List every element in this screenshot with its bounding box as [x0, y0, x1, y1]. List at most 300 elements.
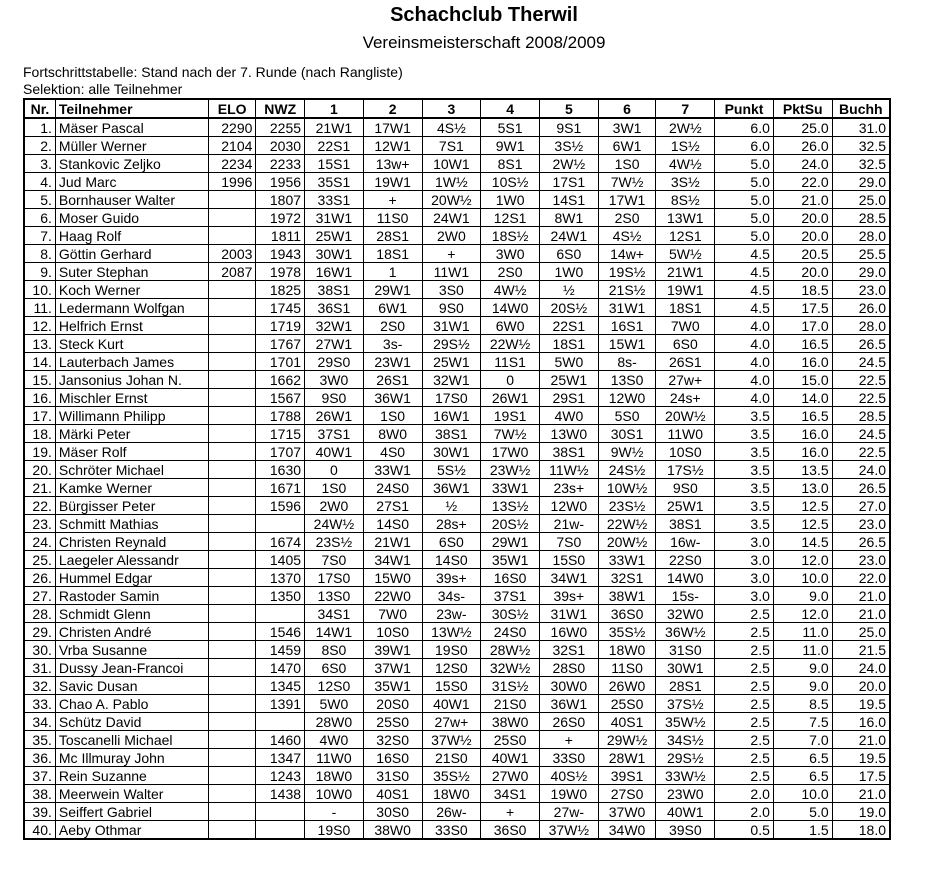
round-2-result: 10S0: [363, 623, 422, 641]
round-1-result: 35S1: [305, 173, 364, 191]
participant-name: Bürgisser Peter: [55, 497, 208, 515]
participant-name: Märki Peter: [55, 425, 208, 443]
round-6-result: 3W1: [598, 118, 656, 137]
round-4-result: 11S1: [481, 353, 540, 371]
round-3-result: 5S½: [422, 461, 481, 479]
round-5-result: 33S0: [539, 749, 598, 767]
round-6-result: 11S0: [598, 659, 656, 677]
participant-name: Seiffert Gabriel: [55, 803, 208, 821]
pktsu-cell: 7.5: [773, 713, 832, 731]
round-7-result: 12S1: [656, 227, 715, 245]
round-7-result: 7W0: [656, 317, 715, 335]
round-1-result: 37S1: [305, 425, 364, 443]
round-3-result: 25W1: [422, 353, 481, 371]
round-1-result: 8S0: [305, 641, 364, 659]
col-header-round-2: 2: [363, 99, 422, 118]
round-5-result: 27w-: [539, 803, 598, 821]
pktsu-cell: 16.5: [773, 407, 832, 425]
buchh-cell: 22.5: [832, 371, 890, 389]
buchh-cell: 24.5: [832, 425, 890, 443]
points-cell: 3.5: [715, 425, 774, 443]
round-4-result: 13S½: [481, 497, 540, 515]
round-1-result: 16W1: [305, 263, 364, 281]
round-5-result: 32S1: [539, 641, 598, 659]
nwz-cell: 1459: [256, 641, 305, 659]
round-7-result: 2W½: [656, 118, 715, 137]
col-header-round-5: 5: [539, 99, 598, 118]
rank-cell: 32.: [24, 677, 55, 695]
round-6-result: 34W0: [598, 821, 656, 840]
participant-name: Stankovic Zeljko: [55, 155, 208, 173]
buchh-cell: 28.0: [832, 317, 890, 335]
round-7-result: 21W1: [656, 263, 715, 281]
nwz-cell: 1596: [256, 497, 305, 515]
round-7-result: 17S½: [656, 461, 715, 479]
round-3-result: 13W½: [422, 623, 481, 641]
rank-cell: 39.: [24, 803, 55, 821]
col-header-round-4: 4: [481, 99, 540, 118]
points-cell: 3.0: [715, 569, 774, 587]
buchh-cell: 22.5: [832, 389, 890, 407]
col-header-points: Punkt: [715, 99, 774, 118]
rank-cell: 27.: [24, 587, 55, 605]
col-header-round-3: 3: [422, 99, 481, 118]
round-4-result: 18S½: [481, 227, 540, 245]
round-2-result: 6W1: [363, 299, 422, 317]
round-4-result: 32W½: [481, 659, 540, 677]
pktsu-cell: 1.5: [773, 821, 832, 840]
pktsu-cell: 13.0: [773, 479, 832, 497]
points-cell: 2.5: [715, 659, 774, 677]
table-row: [24, 497, 890, 515]
round-6-result: 5S0: [598, 407, 656, 425]
round-7-result: 31S0: [656, 641, 715, 659]
points-cell: 3.5: [715, 461, 774, 479]
round-2-result: 3s-: [363, 335, 422, 353]
nwz-cell: 1701: [256, 353, 305, 371]
buchh-cell: 19.5: [832, 695, 890, 713]
rank-cell: 28.: [24, 605, 55, 623]
pktsu-cell: 9.0: [773, 677, 832, 695]
points-cell: 4.5: [715, 263, 774, 281]
round-5-result: 22S1: [539, 317, 598, 335]
round-1-result: 31W1: [305, 209, 364, 227]
nwz-cell: 1707: [256, 443, 305, 461]
round-2-result: 38W0: [363, 821, 422, 840]
table-row: [24, 479, 890, 497]
points-cell: 2.0: [715, 785, 774, 803]
rank-cell: 29.: [24, 623, 55, 641]
pktsu-cell: 11.0: [773, 623, 832, 641]
nwz-cell: 1745: [256, 299, 305, 317]
pktsu-cell: 16.0: [773, 425, 832, 443]
rank-cell: 3.: [24, 155, 55, 173]
round-5-result: 37W½: [539, 821, 598, 840]
round-1-result: 33S1: [305, 191, 364, 209]
rank-cell: 37.: [24, 767, 55, 785]
table-row: [24, 785, 890, 803]
participant-name: Ledermann Wolfgan: [55, 299, 208, 317]
round-7-result: 8S½: [656, 191, 715, 209]
round-3-result: 3S0: [422, 281, 481, 299]
pktsu-cell: 15.0: [773, 371, 832, 389]
buchh-cell: 22.5: [832, 443, 890, 461]
round-7-result: 35W½: [656, 713, 715, 731]
round-4-result: 10S½: [481, 173, 540, 191]
round-2-result: +: [363, 191, 422, 209]
pktsu-cell: 16.0: [773, 443, 832, 461]
round-5-result: 28S0: [539, 659, 598, 677]
col-header-nr: Nr.: [24, 99, 55, 118]
round-2-result: 27S1: [363, 497, 422, 515]
table-row: [24, 821, 890, 840]
nwz-cell: 1630: [256, 461, 305, 479]
round-4-result: 37S1: [481, 587, 540, 605]
elo-cell: [208, 335, 256, 353]
participant-name: Toscanelli Michael: [55, 731, 208, 749]
points-cell: 0.5: [715, 821, 774, 840]
round-5-result: 13W0: [539, 425, 598, 443]
points-cell: 2.5: [715, 749, 774, 767]
participant-name: Mäser Rolf: [55, 443, 208, 461]
round-5-result: 26S0: [539, 713, 598, 731]
round-6-result: 12W0: [598, 389, 656, 407]
nwz-cell: 1825: [256, 281, 305, 299]
round-1-result: 12S0: [305, 677, 364, 695]
elo-cell: [208, 461, 256, 479]
round-2-result: 34W1: [363, 551, 422, 569]
nwz-cell: [256, 803, 305, 821]
elo-cell: [208, 371, 256, 389]
rank-cell: 26.: [24, 569, 55, 587]
round-1-result: 32W1: [305, 317, 364, 335]
points-cell: 2.5: [715, 641, 774, 659]
rank-cell: 20.: [24, 461, 55, 479]
nwz-cell: 1978: [256, 263, 305, 281]
participant-name: Jud Marc: [55, 173, 208, 191]
round-3-result: 19S0: [422, 641, 481, 659]
round-1-result: 24W½: [305, 515, 364, 533]
pktsu-cell: 21.0: [773, 191, 832, 209]
rank-cell: 22.: [24, 497, 55, 515]
round-6-result: 24S½: [598, 461, 656, 479]
participant-name: Schmidt Glenn: [55, 605, 208, 623]
round-4-result: 16S0: [481, 569, 540, 587]
rank-cell: 9.: [24, 263, 55, 281]
points-cell: 3.0: [715, 551, 774, 569]
participant-name: Helfrich Ernst: [55, 317, 208, 335]
pktsu-cell: 9.0: [773, 587, 832, 605]
round-3-result: 16W1: [422, 407, 481, 425]
round-7-result: 28S1: [656, 677, 715, 695]
round-7-result: 14W0: [656, 569, 715, 587]
round-7-result: 33W½: [656, 767, 715, 785]
round-3-result: 38S1: [422, 425, 481, 443]
elo-cell: [208, 515, 256, 533]
round-2-result: 33W1: [363, 461, 422, 479]
buchh-cell: 25.5: [832, 245, 890, 263]
table-row: [24, 155, 890, 173]
nwz-cell: 1460: [256, 731, 305, 749]
round-7-result: 20W½: [656, 407, 715, 425]
round-3-result: 11W1: [422, 263, 481, 281]
nwz-cell: 1719: [256, 317, 305, 335]
points-cell: 2.5: [715, 767, 774, 785]
nwz-cell: [256, 821, 305, 840]
round-1-result: 27W1: [305, 335, 364, 353]
points-cell: 4.0: [715, 317, 774, 335]
round-2-result: 18S1: [363, 245, 422, 263]
round-7-result: 34S½: [656, 731, 715, 749]
elo-cell: [208, 497, 256, 515]
round-7-result: 13W1: [656, 209, 715, 227]
buchh-cell: 27.0: [832, 497, 890, 515]
round-5-result: 34W1: [539, 569, 598, 587]
round-1-result: 21W1: [305, 118, 364, 137]
round-5-result: 23s+: [539, 479, 598, 497]
round-1-result: 14W1: [305, 623, 364, 641]
nwz-cell: 1715: [256, 425, 305, 443]
round-2-result: 12W1: [363, 137, 422, 155]
rank-cell: 38.: [24, 785, 55, 803]
round-1-result: 11W0: [305, 749, 364, 767]
progress-table-info: Fortschrittstabelle: Stand nach der 7. Runde (nach Rangliste): [23, 64, 403, 80]
elo-cell: [208, 677, 256, 695]
round-4-result: 22W½: [481, 335, 540, 353]
round-5-result: 12W0: [539, 497, 598, 515]
round-7-result: 16w-: [656, 533, 715, 551]
buchh-cell: 20.0: [832, 677, 890, 695]
round-3-result: 33S0: [422, 821, 481, 840]
table-row: [24, 371, 890, 389]
rank-cell: 4.: [24, 173, 55, 191]
round-6-result: 33W1: [598, 551, 656, 569]
table-row: [24, 353, 890, 371]
table-row: [24, 677, 890, 695]
round-5-result: ½: [539, 281, 598, 299]
rank-cell: 10.: [24, 281, 55, 299]
elo-cell: [208, 551, 256, 569]
round-6-result: 38W1: [598, 587, 656, 605]
round-6-result: 39S1: [598, 767, 656, 785]
round-6-result: 35S½: [598, 623, 656, 641]
round-1-result: 23S½: [305, 533, 364, 551]
round-2-result: 17W1: [363, 118, 422, 137]
rank-cell: 24.: [24, 533, 55, 551]
round-6-result: 16S1: [598, 317, 656, 335]
buchh-cell: 23.0: [832, 281, 890, 299]
round-2-result: 1: [363, 263, 422, 281]
round-4-result: 36S0: [481, 821, 540, 840]
round-4-result: 24S0: [481, 623, 540, 641]
buchh-cell: 21.5: [832, 641, 890, 659]
round-4-result: 3W0: [481, 245, 540, 263]
round-3-result: 23w-: [422, 605, 481, 623]
pktsu-cell: 17.5: [773, 299, 832, 317]
round-4-result: 12S1: [481, 209, 540, 227]
round-4-result: 21S0: [481, 695, 540, 713]
points-cell: 4.0: [715, 371, 774, 389]
round-6-result: 20W½: [598, 533, 656, 551]
round-4-result: 27W0: [481, 767, 540, 785]
round-4-result: 20S½: [481, 515, 540, 533]
buchh-cell: 25.0: [832, 623, 890, 641]
pktsu-cell: 22.0: [773, 173, 832, 191]
round-3-result: 9S0: [422, 299, 481, 317]
points-cell: 5.0: [715, 209, 774, 227]
participant-name: Schütz David: [55, 713, 208, 731]
rank-cell: 5.: [24, 191, 55, 209]
elo-cell: [208, 605, 256, 623]
round-4-result: 9W1: [481, 137, 540, 155]
points-cell: 3.5: [715, 443, 774, 461]
round-2-result: 35W1: [363, 677, 422, 695]
buchh-cell: 29.0: [832, 263, 890, 281]
elo-cell: [208, 407, 256, 425]
round-3-result: 35S½: [422, 767, 481, 785]
round-3-result: 2W0: [422, 227, 481, 245]
round-2-result: 29W1: [363, 281, 422, 299]
round-7-result: 38S1: [656, 515, 715, 533]
participant-name: Laegeler Alessandr: [55, 551, 208, 569]
table-row: [24, 803, 890, 821]
round-5-result: 4W0: [539, 407, 598, 425]
round-5-result: 25W1: [539, 371, 598, 389]
elo-cell: [208, 479, 256, 497]
participant-name: Lauterbach James: [55, 353, 208, 371]
rank-cell: 36.: [24, 749, 55, 767]
pktsu-cell: 6.5: [773, 767, 832, 785]
pktsu-cell: 13.5: [773, 461, 832, 479]
round-6-result: 30S1: [598, 425, 656, 443]
round-2-result: 23W1: [363, 353, 422, 371]
round-4-result: 1W0: [481, 191, 540, 209]
round-7-result: 18S1: [656, 299, 715, 317]
round-7-result: 22S0: [656, 551, 715, 569]
buchh-cell: 16.0: [832, 713, 890, 731]
table-row: [24, 767, 890, 785]
participant-name: Haag Rolf: [55, 227, 208, 245]
page-title: Schachclub Therwil: [390, 4, 578, 26]
round-4-result: 5S1: [481, 118, 540, 137]
rank-cell: 15.: [24, 371, 55, 389]
buchh-cell: 24.0: [832, 461, 890, 479]
buchh-cell: 19.5: [832, 749, 890, 767]
round-2-result: 31S0: [363, 767, 422, 785]
pktsu-cell: 25.0: [773, 118, 832, 137]
round-6-result: 13S0: [598, 371, 656, 389]
round-7-result: 37S½: [656, 695, 715, 713]
round-6-result: 32S1: [598, 569, 656, 587]
round-6-result: 40S1: [598, 713, 656, 731]
nwz-cell: [256, 605, 305, 623]
table-row: [24, 659, 890, 677]
points-cell: 2.5: [715, 677, 774, 695]
elo-cell: [208, 749, 256, 767]
col-header-participant: Teilnehmer: [55, 99, 208, 118]
table-row: [24, 299, 890, 317]
table-row: [24, 623, 890, 641]
points-cell: 6.0: [715, 118, 774, 137]
pktsu-cell: 11.0: [773, 641, 832, 659]
round-4-result: 40W1: [481, 749, 540, 767]
buchh-cell: 18.0: [832, 821, 890, 840]
participant-name: Steck Kurt: [55, 335, 208, 353]
round-4-result: 17W0: [481, 443, 540, 461]
round-7-result: 32W0: [656, 605, 715, 623]
round-1-result: 30W1: [305, 245, 364, 263]
round-7-result: 15s-: [656, 587, 715, 605]
round-1-result: 38S1: [305, 281, 364, 299]
round-6-result: 29W½: [598, 731, 656, 749]
elo-cell: [208, 209, 256, 227]
round-2-result: 19W1: [363, 173, 422, 191]
table-row: [24, 209, 890, 227]
buchh-cell: 26.5: [832, 479, 890, 497]
participant-name: Schröter Michael: [55, 461, 208, 479]
elo-cell: [208, 821, 256, 840]
round-2-result: 13w+: [363, 155, 422, 173]
pktsu-cell: 16.0: [773, 353, 832, 371]
round-3-result: 12S0: [422, 659, 481, 677]
round-1-result: 34S1: [305, 605, 364, 623]
points-cell: 4.0: [715, 353, 774, 371]
nwz-cell: 1662: [256, 371, 305, 389]
points-cell: 5.0: [715, 191, 774, 209]
elo-cell: [208, 641, 256, 659]
rank-cell: 14.: [24, 353, 55, 371]
round-1-result: 29S0: [305, 353, 364, 371]
round-4-result: 30S½: [481, 605, 540, 623]
pktsu-cell: 10.0: [773, 785, 832, 803]
table-row: [24, 749, 890, 767]
participant-name: Bornhauser Walter: [55, 191, 208, 209]
round-6-result: 14w+: [598, 245, 656, 263]
elo-cell: [208, 227, 256, 245]
round-2-result: 21W1: [363, 533, 422, 551]
round-5-result: 38S1: [539, 443, 598, 461]
round-3-result: 18W0: [422, 785, 481, 803]
nwz-cell: 1470: [256, 659, 305, 677]
round-1-result: 13S0: [305, 587, 364, 605]
points-cell: 4.5: [715, 245, 774, 263]
table-row: [24, 731, 890, 749]
round-3-result: 24W1: [422, 209, 481, 227]
round-3-result: 15S0: [422, 677, 481, 695]
round-2-result: 4S0: [363, 443, 422, 461]
round-5-result: 29S1: [539, 389, 598, 407]
round-7-result: 30W1: [656, 659, 715, 677]
round-1-result: 19S0: [305, 821, 364, 840]
round-5-result: 31W1: [539, 605, 598, 623]
round-6-result: 26W0: [598, 677, 656, 695]
table-row: [24, 605, 890, 623]
participant-name: Mäser Pascal: [55, 118, 208, 137]
buchh-cell: 25.0: [832, 191, 890, 209]
pktsu-cell: 26.0: [773, 137, 832, 155]
nwz-cell: 1345: [256, 677, 305, 695]
nwz-cell: 1811: [256, 227, 305, 245]
round-2-result: 25S0: [363, 713, 422, 731]
elo-cell: [208, 785, 256, 803]
col-header-round-1: 1: [305, 99, 364, 118]
buchh-cell: 21.0: [832, 785, 890, 803]
pktsu-cell: 14.0: [773, 389, 832, 407]
round-7-result: 9S0: [656, 479, 715, 497]
participant-name: Rastoder Samin: [55, 587, 208, 605]
round-1-result: 40W1: [305, 443, 364, 461]
participant-name: Dussy Jean-Francoi: [55, 659, 208, 677]
